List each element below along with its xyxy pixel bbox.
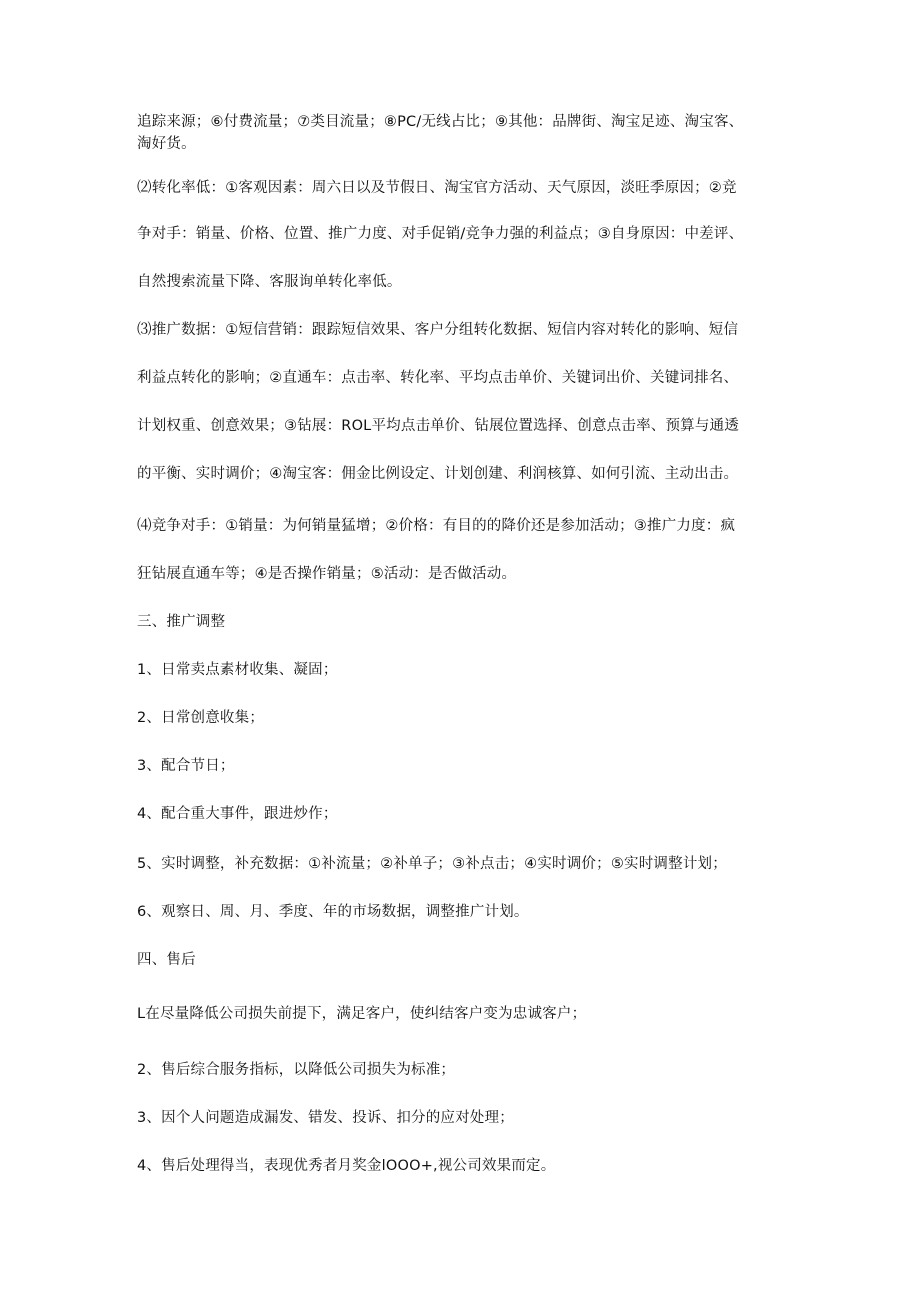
list-item: 5、实时调整，补充数据：①补流量；②补单子；③补点击；④实时调价；⑤实时调整计划； (137, 856, 727, 872)
list-item: 4、配合重大事件，跟进炒作； (137, 806, 338, 822)
list-item: 6、观察日、周、月、季度、年的市场数据，调整推广计划。 (137, 904, 529, 920)
text-line: ⑶推广数据：①短信营销：跟踪短信效果、客户分组转化数据、短信内容对转化的影响、短信 (137, 322, 739, 338)
list-item: L在尽量降低公司损失前提下，满足客户，使纠结客户变为忠诚客户； (137, 1006, 587, 1022)
text-line: ⑷竞争对手：①销量：为何销量猛增；②价格：有目的的降价还是参加活动；③推广力度：疯 (137, 518, 736, 534)
section-heading: 三、推广调整 (137, 614, 226, 630)
text-line: 狂钻展直通车等；④是否操作销量；⑤活动：是否做活动。 (137, 566, 517, 582)
text-line: 争对手：销量、价格、位置、推广力度、对手促销/竞争力强的利益点；③自身原因：中差评、 (137, 226, 744, 242)
list-item: 4、售后处理得当，表现优秀者月奖金lOOO+,视公司效果而定。 (137, 1158, 556, 1174)
text-line: 自然搜索流量下降、客服询单转化率低。 (137, 274, 402, 290)
list-item: 1、日常卖点素材收集、凝固； (137, 662, 338, 678)
list-item: 3、因个人问题造成漏发、错发、投诉、扣分的应对处理； (137, 1110, 514, 1126)
list-item: 2、日常创意收集； (137, 710, 265, 726)
text-line: 追踪来源；⑥付费流量；⑦类目流量；⑧PC/无线占比；⑨其他：品牌街、淘宝足迹、淘宝客、 (137, 114, 744, 130)
text-line: 的平衡、实时调价；④淘宝客：佣金比例设定、计划创建、利润核算、如何引流、主动出击。 (137, 466, 739, 482)
text-line: ⑵转化率低：①客观因素：周六日以及节假日、淘宝官方活动、天气原因，淡旺季原因；②竞 (137, 180, 737, 196)
list-item: 3、配合节日； (137, 758, 235, 774)
text-line: 利益点转化的影响；②直通车：点击率、转化率、平均点击单价、关键词出价、关键词排名、 (137, 370, 739, 386)
list-item: 2、售后综合服务指标，以降低公司损失为标准； (137, 1062, 456, 1078)
text-line: 淘好货。 (137, 136, 196, 152)
section-heading: 四、售后 (137, 952, 196, 968)
text-line: 计划权重、创意效果；③钻展：ROL平均点击单价、钻展位置选择、创意点击率、预算与通透 (137, 418, 739, 434)
